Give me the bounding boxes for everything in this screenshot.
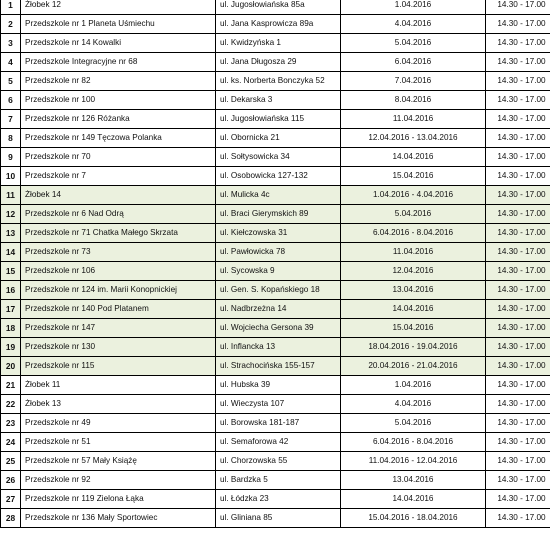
date-cell: 6.04.2016 <box>341 53 486 72</box>
hours-cell: 14.30 - 17.00 <box>486 0 550 15</box>
facility-address: ul. Jana Kasprowicza 89a <box>216 15 341 34</box>
hours-cell: 14.30 - 17.00 <box>486 167 550 186</box>
date-cell: 5.04.2016 <box>341 34 486 53</box>
hours-cell: 14.30 - 17.00 <box>486 319 550 338</box>
hours-cell: 14.30 - 17.00 <box>486 509 550 528</box>
date-cell: 12.04.2016 - 13.04.2016 <box>341 129 486 148</box>
facility-address: ul. Nadbrzeżna 14 <box>216 300 341 319</box>
table-row <box>1 205 550 224</box>
row-number: 13 <box>1 224 21 243</box>
facility-name: Przedszkole nr 147 <box>21 319 216 338</box>
facility-name: Przedszkole nr 92 <box>21 471 216 490</box>
date-cell: 18.04.2016 - 19.04.2016 <box>341 338 486 357</box>
table-row <box>1 224 550 243</box>
hours-cell: 14.30 - 17.00 <box>486 34 550 53</box>
table-row <box>1 243 550 262</box>
date-cell: 1.04.2016 <box>341 376 486 395</box>
hours-cell: 14.30 - 17.00 <box>486 433 550 452</box>
table-row <box>1 34 550 53</box>
row-number: 14 <box>1 243 21 262</box>
table-row <box>1 471 550 490</box>
hours-cell: 14.30 - 17.00 <box>486 414 550 433</box>
row-number: 21 <box>1 376 21 395</box>
facility-address: ul. Braci Gierymskich 89 <box>216 205 341 224</box>
table-row <box>1 357 550 376</box>
facility-address: ul. Kiełczowska 31 <box>216 224 341 243</box>
hours-cell: 14.30 - 17.00 <box>486 243 550 262</box>
table-row <box>1 262 550 281</box>
facility-name: Przedszkole Integracyjne nr 68 <box>21 53 216 72</box>
row-number: 7 <box>1 110 21 129</box>
row-number: 17 <box>1 300 21 319</box>
row-number: 19 <box>1 338 21 357</box>
table-row <box>1 72 550 91</box>
facility-address: ul. Dekarska 3 <box>216 91 341 110</box>
date-cell: 15.04.2016 <box>341 319 486 338</box>
facility-name: Przedszkole nr 82 <box>21 72 216 91</box>
table-row <box>1 15 550 34</box>
facility-address: ul. Gliniana 85 <box>216 509 341 528</box>
date-cell: 7.04.2016 <box>341 72 486 91</box>
facility-name: Przedszkole nr 7 <box>21 167 216 186</box>
facility-address: ul. Jugosłowiańska 85a <box>216 0 341 15</box>
facility-name: Żłobek 12 <box>21 0 216 15</box>
hours-cell: 14.30 - 17.00 <box>486 300 550 319</box>
facility-name: Przedszkole nr 124 im. Marii Konopnickiej <box>21 281 216 300</box>
row-number: 25 <box>1 452 21 471</box>
facility-name: Przedszkole nr 1 Planeta Uśmiechu <box>21 15 216 34</box>
row-number: 26 <box>1 471 21 490</box>
facility-address: ul. Mulicka 4c <box>216 186 341 205</box>
facility-name: Żłobek 11 <box>21 376 216 395</box>
table-row <box>1 148 550 167</box>
row-number: 10 <box>1 167 21 186</box>
row-number: 20 <box>1 357 21 376</box>
hours-cell: 14.30 - 17.00 <box>486 129 550 148</box>
facility-name: Przedszkole nr 73 <box>21 243 216 262</box>
table-row <box>1 300 550 319</box>
row-number: 24 <box>1 433 21 452</box>
facility-address: ul. Bardzka 5 <box>216 471 341 490</box>
facility-name: Przedszkole nr 149 Tęczowa Polanka <box>21 129 216 148</box>
facility-name: Przedszkole nr 49 <box>21 414 216 433</box>
facility-address: ul. Sołtysowicka 34 <box>216 148 341 167</box>
table-row <box>1 433 550 452</box>
facility-address: ul. Borowska 181-187 <box>216 414 341 433</box>
date-cell: 4.04.2016 <box>341 15 486 34</box>
facility-name: Przedszkole nr 106 <box>21 262 216 281</box>
hours-cell: 14.30 - 17.00 <box>486 53 550 72</box>
facility-name: Żłobek 14 <box>21 186 216 205</box>
table-row <box>1 110 550 129</box>
date-cell: 11.04.2016 <box>341 243 486 262</box>
facility-name: Przedszkole nr 115 <box>21 357 216 376</box>
hours-cell: 14.30 - 17.00 <box>486 357 550 376</box>
hours-cell: 14.30 - 17.00 <box>486 148 550 167</box>
date-cell: 8.04.2016 <box>341 91 486 110</box>
facility-name: Przedszkole nr 130 <box>21 338 216 357</box>
facility-name: Przedszkole nr 51 <box>21 433 216 452</box>
table-row <box>1 376 550 395</box>
row-number: 22 <box>1 395 21 414</box>
table-row <box>1 91 550 110</box>
row-number: 2 <box>1 15 21 34</box>
table-row <box>1 0 550 15</box>
hours-cell: 14.30 - 17.00 <box>486 395 550 414</box>
hours-cell: 14.30 - 17.00 <box>486 186 550 205</box>
date-cell: 5.04.2016 <box>341 414 486 433</box>
row-number: 12 <box>1 205 21 224</box>
facility-address: ul. Kwidzyńska 1 <box>216 34 341 53</box>
date-cell: 13.04.2016 <box>341 281 486 300</box>
facility-address: ul. Jana Długosza 29 <box>216 53 341 72</box>
hours-cell: 14.30 - 17.00 <box>486 376 550 395</box>
facility-address: ul. Osobowicka 127-132 <box>216 167 341 186</box>
table-row <box>1 53 550 72</box>
facility-address: ul. Wieczysta 107 <box>216 395 341 414</box>
facility-name: Przedszkole nr 100 <box>21 91 216 110</box>
schedule-rows <box>1 0 550 528</box>
facility-name: Przedszkole nr 119 Zielona Łąka <box>21 490 216 509</box>
row-number: 15 <box>1 262 21 281</box>
row-number: 27 <box>1 490 21 509</box>
date-cell: 14.04.2016 <box>341 300 486 319</box>
table-row <box>1 509 550 528</box>
row-number: 18 <box>1 319 21 338</box>
table-row <box>1 490 550 509</box>
facility-address: ul. Jugosłowiańska 115 <box>216 110 341 129</box>
row-number: 3 <box>1 34 21 53</box>
facility-name: Przedszkole nr 6 Nad Odrą <box>21 205 216 224</box>
row-number: 4 <box>1 53 21 72</box>
row-number: 1 <box>1 0 21 15</box>
row-number: 28 <box>1 509 21 528</box>
hours-cell: 14.30 - 17.00 <box>486 471 550 490</box>
hours-cell: 14.30 - 17.00 <box>486 452 550 471</box>
row-number: 6 <box>1 91 21 110</box>
facility-name: Przedszkole nr 140 Pod Platanem <box>21 300 216 319</box>
facility-address: ul. Semaforowa 42 <box>216 433 341 452</box>
hours-cell: 14.30 - 17.00 <box>486 110 550 129</box>
date-cell: 12.04.2016 <box>341 262 486 281</box>
date-cell: 15.04.2016 - 18.04.2016 <box>341 509 486 528</box>
row-number: 9 <box>1 148 21 167</box>
table-row <box>1 167 550 186</box>
hours-cell: 14.30 - 17.00 <box>486 281 550 300</box>
date-cell: 4.04.2016 <box>341 395 486 414</box>
row-number: 8 <box>1 129 21 148</box>
date-cell: 1.04.2016 - 4.04.2016 <box>341 186 486 205</box>
hours-cell: 14.30 - 17.00 <box>486 15 550 34</box>
hours-cell: 14.30 - 17.00 <box>486 91 550 110</box>
facility-name: Przedszkole nr 126 Różanka <box>21 110 216 129</box>
date-cell: 14.04.2016 <box>341 148 486 167</box>
date-cell: 14.04.2016 <box>341 490 486 509</box>
date-cell: 13.04.2016 <box>341 471 486 490</box>
date-cell: 6.04.2016 - 8.04.2016 <box>341 224 486 243</box>
facility-address: ul. Strachocińska 155-157 <box>216 357 341 376</box>
facility-address: ul. Sycowska 9 <box>216 262 341 281</box>
date-cell: 1.04.2016 <box>341 0 486 15</box>
table-row <box>1 129 550 148</box>
date-cell: 20.04.2016 - 21.04.2016 <box>341 357 486 376</box>
table-row <box>1 186 550 205</box>
hours-cell: 14.30 - 17.00 <box>486 490 550 509</box>
table-row <box>1 338 550 357</box>
facility-address: ul. Inflancka 13 <box>216 338 341 357</box>
table-row <box>1 319 550 338</box>
hours-cell: 14.30 - 17.00 <box>486 224 550 243</box>
facility-address: ul. Hubska 39 <box>216 376 341 395</box>
facility-address: ul. Łódzka 23 <box>216 490 341 509</box>
table-row <box>1 281 550 300</box>
facility-address: ul. Wojciecha Gersona 39 <box>216 319 341 338</box>
facility-name: Przedszkole nr 71 Chatka Małego Skrzata <box>21 224 216 243</box>
row-number: 23 <box>1 414 21 433</box>
date-cell: 11.04.2016 - 12.04.2016 <box>341 452 486 471</box>
date-cell: 6.04.2016 - 8.04.2016 <box>341 433 486 452</box>
hours-cell: 14.30 - 17.00 <box>486 205 550 224</box>
hours-cell: 14.30 - 17.00 <box>486 262 550 281</box>
facility-name: Przedszkole nr 136 Mały Sportowiec <box>21 509 216 528</box>
table-row <box>1 395 550 414</box>
row-number: 5 <box>1 72 21 91</box>
facility-name: Przedszkole nr 57 Mały Książę <box>21 452 216 471</box>
hours-cell: 14.30 - 17.00 <box>486 72 550 91</box>
date-cell: 15.04.2016 <box>341 167 486 186</box>
table-row <box>1 452 550 471</box>
date-cell: 11.04.2016 <box>341 110 486 129</box>
facility-address: ul. Gen. S. Kopańskiego 18 <box>216 281 341 300</box>
facility-name: Przedszkole nr 70 <box>21 148 216 167</box>
facility-address: ul. Chorzowska 55 <box>216 452 341 471</box>
hours-cell: 14.30 - 17.00 <box>486 338 550 357</box>
row-number: 16 <box>1 281 21 300</box>
row-number: 11 <box>1 186 21 205</box>
facility-address: ul. Pawłowicka 78 <box>216 243 341 262</box>
facility-address: ul. Obornicka 21 <box>216 129 341 148</box>
facility-name: Przedszkole nr 14 Kowalki <box>21 34 216 53</box>
date-cell: 5.04.2016 <box>341 205 486 224</box>
facility-address: ul. ks. Norberta Bonczyka 52 <box>216 72 341 91</box>
facility-name: Żłobek 13 <box>21 395 216 414</box>
table-row <box>1 414 550 433</box>
